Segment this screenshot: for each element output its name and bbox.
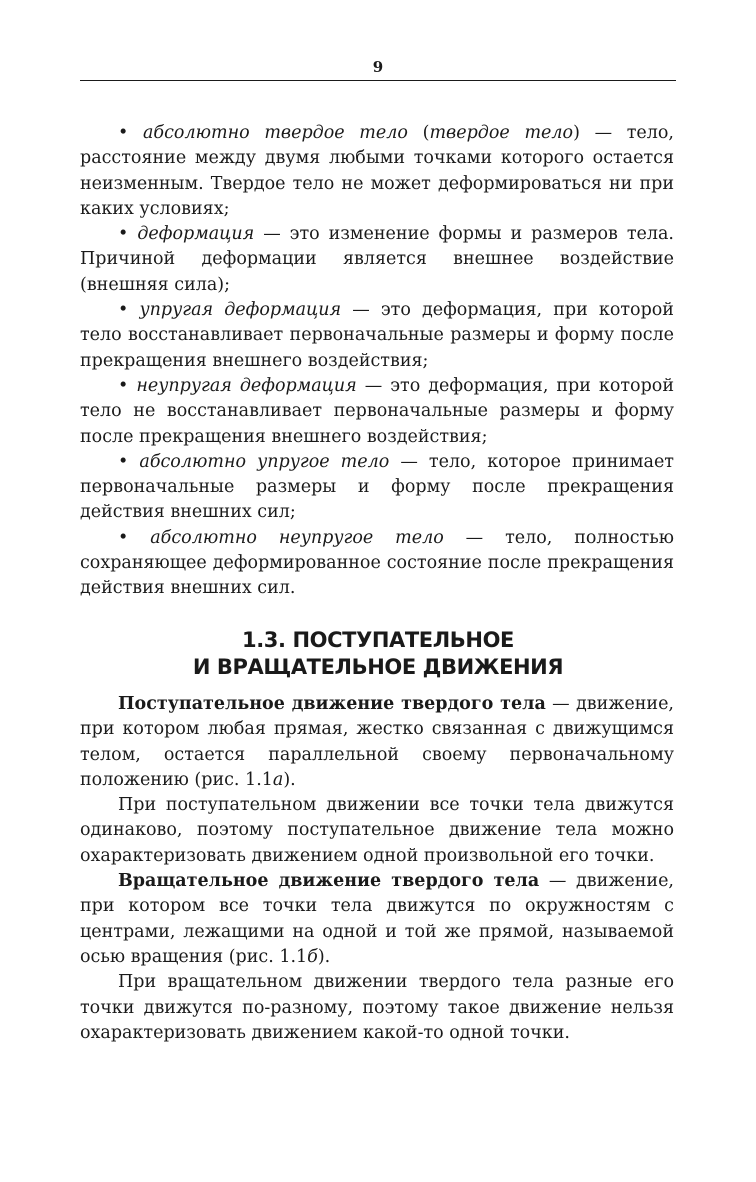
definition-text: — тело, полностью сохраняющее деформированное состояние после прекращения действия внешних сил. — [80, 527, 674, 599]
bullet: • — [118, 375, 129, 396]
section-heading-line-1: 1.3. ПОСТУПАТЕЛЬНОЕ — [242, 628, 514, 652]
paragraph-text: При поступательном движении все точки тела движутся одинаково, поэтому поступательное движение тела можно охарактеризовать движением одной произвольной его точки. — [80, 795, 674, 866]
definition-text: — это изменение формы и размеров тела. Причиной деформации является внешнее воздействие (внешняя сила); — [80, 224, 674, 295]
section-heading — [80, 627, 676, 681]
definition-item — [80, 450, 674, 526]
bullet: • — [118, 300, 129, 321]
figure-letter: а — [272, 769, 284, 790]
bullet: • — [118, 527, 129, 548]
bold-term: Вращательное движение твердого тела — [118, 871, 540, 892]
figure-letter: б — [307, 946, 318, 967]
section-heading-line-2: И ВРАЩАТЕЛЬНОЕ ДВИЖЕНИЯ — [192, 655, 564, 679]
paragraph-text-end: ). — [317, 946, 331, 967]
paragraph-rotational-definition — [80, 869, 674, 970]
bullet: • — [118, 123, 129, 143]
definition-item — [80, 121, 674, 222]
bold-term: Поступательное движение твердого тела — [118, 694, 546, 714]
paragraph-translational-note — [80, 793, 674, 869]
definition-text: — это деформация, при которой тело восстанавливает первоначальные размеры и форму после прекращения внешнего воздействия; — [80, 300, 674, 371]
definition-term: неупругая деформация — [136, 375, 357, 396]
bullet: • — [118, 451, 129, 472]
definition-term: абсолютно упругое тело — [139, 451, 390, 472]
definition-item — [80, 298, 674, 374]
paragraph-text: — движение, при котором все точки тела движутся по окружностям с центрами, лежащими на одной и той же прямой, называемой осью вращения (рис. 1.1 — [80, 871, 674, 967]
definition-item — [80, 526, 674, 602]
definition-term: абсолютно неупругое тело — [150, 527, 444, 548]
definition-item — [80, 222, 674, 298]
definition-text: — тело, которое принимает первоначальные размеры и форму после прекращения действия внешних сил; — [80, 451, 674, 523]
definition-term-alt: твердое тело — [429, 123, 574, 143]
paragraph-text: При вращательном движении твердого тела разные его точки движутся по-разному, поэтому такое движение нельзя охарактеризовать движением какой-то одной точки. — [80, 972, 674, 1043]
paragraph-rotational-note — [80, 970, 674, 1046]
definition-term: абсолютно твердое тело — [143, 123, 408, 143]
page-number: 9 — [372, 58, 384, 76]
definition-term: деформация — [137, 224, 255, 245]
header-rule — [80, 80, 676, 81]
definition-item — [80, 374, 674, 450]
paragraph-text-end: ). — [283, 769, 296, 790]
definition-text: ( — [407, 123, 430, 143]
bullet: • — [118, 224, 129, 245]
section-body — [80, 692, 674, 1046]
definition-text: — это деформация, при которой тело не восстанавливает первоначальные размеры и форму после прекращения внешнего воздействия; — [80, 375, 674, 447]
paragraph-text: — движение, при котором любая прямая, жестко связанная с движущимся телом, остается параллельной своему первоначальному положению (рис. 1.1 — [80, 694, 674, 790]
paragraph-translational-definition — [80, 692, 674, 793]
definition-term: упругая деформация — [139, 300, 342, 321]
definition-text: ) — тело, расстояние между двумя любыми точками которого остается неизменным. Твердое тело не может деформироваться ни при каких условиях; — [80, 123, 674, 219]
definitions-list — [80, 121, 674, 602]
